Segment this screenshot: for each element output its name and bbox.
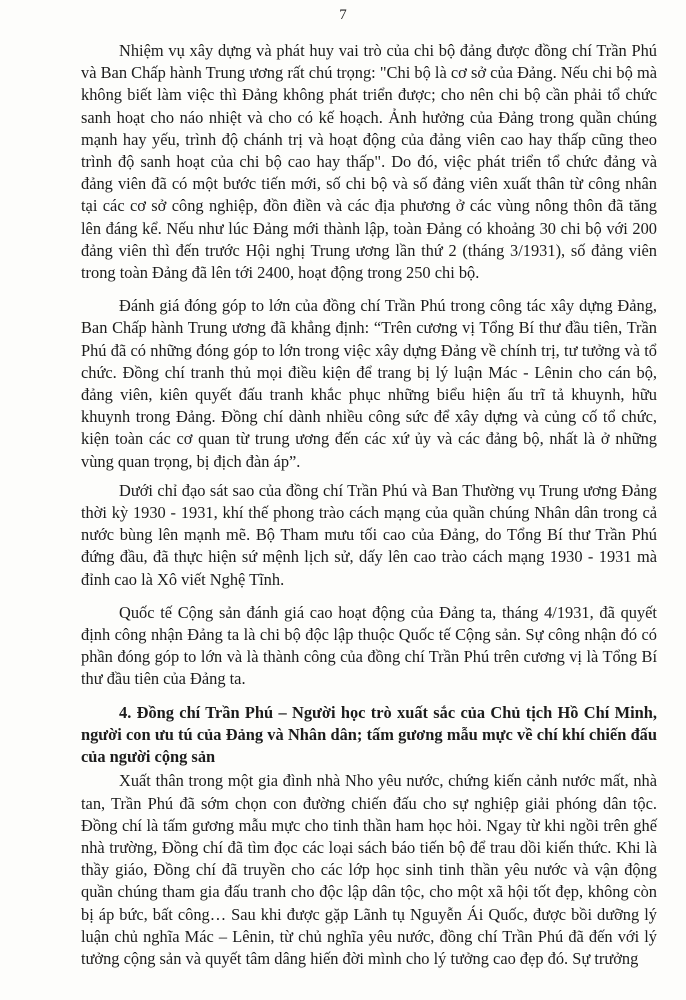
paragraph-background: Xuất thân trong một gia đình nhà Nho yêu nước, chứng kiến cảnh nước mất, nhà tan, Trần Phú đã sớm chọn con đường chiến đấu cho sự nghiệp giải phóng dân tộc. Đồng chí là tấm gương mẫu mực cho tinh thần ham học hỏi. Ngay từ khi ngồi trên ghế nhà trường, Đồng chí đã tìm đọc các loại sách báo tiến bộ để trau dồi kiến thức. Khi là thầy giáo, Đồng chí đã truyền cho các lớp học sinh tinh thần yêu nước và vận động quần chúng tham gia đấu tranh cho độc lập dân tộc, cho một xã hội tốt đẹp, không còn bị áp bức, bất công… Sau khi được gặp Lãnh tụ Nguyễn Ái Quốc, được bồi dưỡng lý luận chủ nghĩa Mác – Lênin, từ chủ nghĩa yêu nước, đồng chí Trần Phú đã đến với lý tưởng cộng sản và quyết tâm dâng hiến đời mình cho lý tưởng cao đẹp đó. Sự trưởng <box>81 771 657 968</box>
page-number: 7 <box>339 7 347 23</box>
paragraph-comintern-recognition: Quốc tế Cộng sản đánh giá cao hoạt động của Đảng ta, tháng 4/1931, đã quyết định công nhận Đảng ta là chi bộ độc lập thuộc Quốc tế Cộng sản. Sự công nhận đó có phần đóng góp to lớn và là thành công của đồng chí Trần Phú trên cương vị là Tổng Bí thư đầu tiên của Đảng ta. <box>81 602 657 689</box>
paragraph-revolutionary-movement: Dưới chỉ đạo sát sao của đồng chí Trần Phú và Ban Thường vụ Trung ương Đảng thời kỳ 1930 - 1931, khí thế phong trào cách mạng của quần chúng Nhân dân trong cả nước bùng lên mạnh mẽ. Bộ Tham mưu tối cao của Đảng, do Tổng Bí thư Trần Phú đứng đầu, đã thực hiện sứ mệnh lịch sử, dấy lên cao trào cách mạng 1930 - 1931 mà đỉnh cao là Xô viết Nghệ Tĩnh. <box>81 480 657 589</box>
paragraph-party-cell-building: Nhiệm vụ xây dựng và phát huy vai trò của chi bộ đảng được đồng chí Trần Phú và Ban Chấp hành Trung ương rất chú trọng: "Chi bộ là cơ sở của Đảng. Nếu chi bộ mà không biết làm việc thì Đảng không phát triển được; cho nên chi bộ cần phải tổ chức sanh hoạt cho náo nhiệt và cho có kế hoạch. Ảnh hưởng của Đảng trong quần chúng mạnh hay yếu, trình độ chánh trị và hoạt động của đảng viên cao hay thấp cũng theo trình độ sanh hoạt của chi bộ cao hay thấp". Do đó, việc phát triển tổ chức đảng và đảng viên đã có một bước tiến mới, số chi bộ và số đảng viên xuất thân từ công nhân tại các cơ sở công nghiệp, đồn điền và các địa phương ở các vùng nông thôn đã tăng lên đáng kể. Nếu như lúc Đảng mới thành lập, toàn Đảng có khoảng 30 chi bộ với 200 đảng viên thì đến trước Hội nghị Trung ương lần thứ 2 (tháng 3/1931), số đảng viên trong toàn Đảng đã lên tới 2400, hoạt động trong 250 chi bộ. <box>81 41 657 283</box>
paragraph-central-committee-assessment: Đánh giá đóng góp to lớn của đồng chí Trần Phú trong công tác xây dựng Đảng, Ban Chấp hành Trung ương đã khẳng định: “Trên cương vị Tổng Bí thư đầu tiên, Trần Phú đã có những đóng góp to lớn trong việc xây dựng Đảng về chính trị, tư tưởng và tổ chức. Đồng chí tranh thủ mọi điều kiện để trang bị lý luận Mác - Lênin cho cán bộ, đảng viên, kiên quyết đấu tranh khắc phục những biểu hiện ấu trĩ tả khuynh, hữu khuynh trong Đảng. Đồng chí dành nhiều công sức để xây dựng và củng cố tổ chức, kiện toàn các cơ quan từ trung ương đến các xứ ủy và các đảng bộ, nhất là ở những vùng quan trọng, bị địch đàn áp”. <box>81 296 657 471</box>
body-text <box>81 40 657 970</box>
section-heading: 4. Đồng chí Trần Phú – Người học trò xuất sắc của Chủ tịch Hồ Chí Minh, người con ưu tú của Đảng và Nhân dân; tấm gương mẫu mực về chí khí chiến đấu của người cộng sản <box>81 702 657 767</box>
